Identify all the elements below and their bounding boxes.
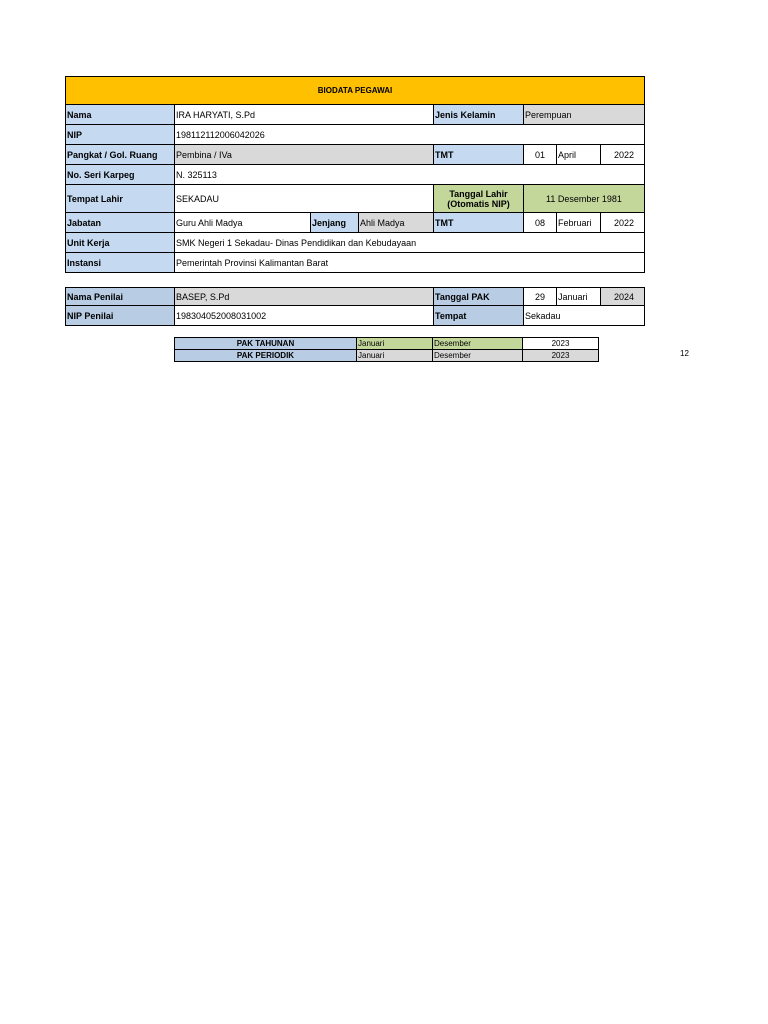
jenjang-value: Ahli Madya: [358, 212, 434, 233]
pangkat-value: Pembina / IVa: [174, 144, 434, 165]
tempat-lahir-value: SEKADAU: [174, 184, 434, 213]
nip-penilai-label: NIP Penilai: [65, 305, 175, 326]
side-number: 12: [680, 349, 689, 358]
nama-penilai-label: Nama Penilai: [65, 287, 175, 306]
penilai-table: [65, 287, 644, 325]
tmt-jabatan-label: TMT: [433, 212, 524, 233]
pak-tahunan-label: PAK TAHUNAN: [174, 337, 357, 350]
tmt-pangkat-day: 01: [523, 144, 557, 165]
pak-tahunan-from: Januari: [356, 337, 433, 350]
pak-periodik-label: PAK PERIODIK: [174, 349, 357, 362]
tmt-pangkat-month: April: [556, 144, 601, 165]
tmt-jabatan-month: Februari: [556, 212, 601, 233]
tanggal-pak-label: Tanggal PAK: [433, 287, 524, 306]
tempat-value: Sekadau: [523, 305, 645, 326]
nama-label: Nama: [65, 104, 175, 125]
tempat-lahir-label: Tempat Lahir: [65, 184, 175, 213]
tanggal-pak-year: 2024: [600, 287, 645, 306]
nama-penilai-value: BASEP, S.Pd: [174, 287, 434, 306]
karpeg-label: No. Seri Karpeg: [65, 164, 175, 185]
nama-value: IRA HARYATI, S.Pd: [174, 104, 434, 125]
pak-periodik-year: 2023: [522, 349, 599, 362]
nip-label: NIP: [65, 124, 175, 145]
karpeg-value: N. 325113: [174, 164, 645, 185]
biodata-title: BIODATA PEGAWAI: [65, 76, 645, 105]
unit-kerja-label: Unit Kerja: [65, 232, 175, 253]
tmt-pangkat-label: TMT: [433, 144, 524, 165]
jabatan-value: Guru Ahli Madya: [174, 212, 311, 233]
tmt-pangkat-year: 2022: [600, 144, 645, 165]
pak-period-table: [174, 337, 598, 361]
tanggal-pak-month: Januari: [556, 287, 601, 306]
pak-periodik-from: Januari: [356, 349, 433, 362]
jenis-kelamin-value: Perempuan: [523, 104, 645, 125]
instansi-value: Pemerintah Provinsi Kalimantan Barat: [174, 252, 645, 273]
pak-tahunan-to: Desember: [432, 337, 523, 350]
unit-kerja-value: SMK Negeri 1 Sekadau- Dinas Pendidikan dan Kebudayaan: [174, 232, 645, 253]
pak-tahunan-year: 2023: [522, 337, 599, 350]
nip-value: 198112112006042026: [174, 124, 645, 145]
tmt-jabatan-year: 2022: [600, 212, 645, 233]
jenis-kelamin-label: Jenis Kelamin: [433, 104, 524, 125]
nip-penilai-value: 198304052008031002: [174, 305, 434, 326]
jenjang-label: Jenjang: [310, 212, 359, 233]
biodata-table: [65, 76, 644, 272]
instansi-label: Instansi: [65, 252, 175, 273]
jabatan-label: Jabatan: [65, 212, 175, 233]
tanggal-pak-day: 29: [523, 287, 557, 306]
tempat-label: Tempat: [433, 305, 524, 326]
tanggal-lahir-label: Tanggal Lahir (Otomatis NIP): [433, 184, 524, 213]
pak-periodik-to: Desember: [432, 349, 523, 362]
pangkat-label: Pangkat / Gol. Ruang: [65, 144, 175, 165]
tanggal-lahir-value: 11 Desember 1981: [523, 184, 645, 213]
tmt-jabatan-day: 08: [523, 212, 557, 233]
